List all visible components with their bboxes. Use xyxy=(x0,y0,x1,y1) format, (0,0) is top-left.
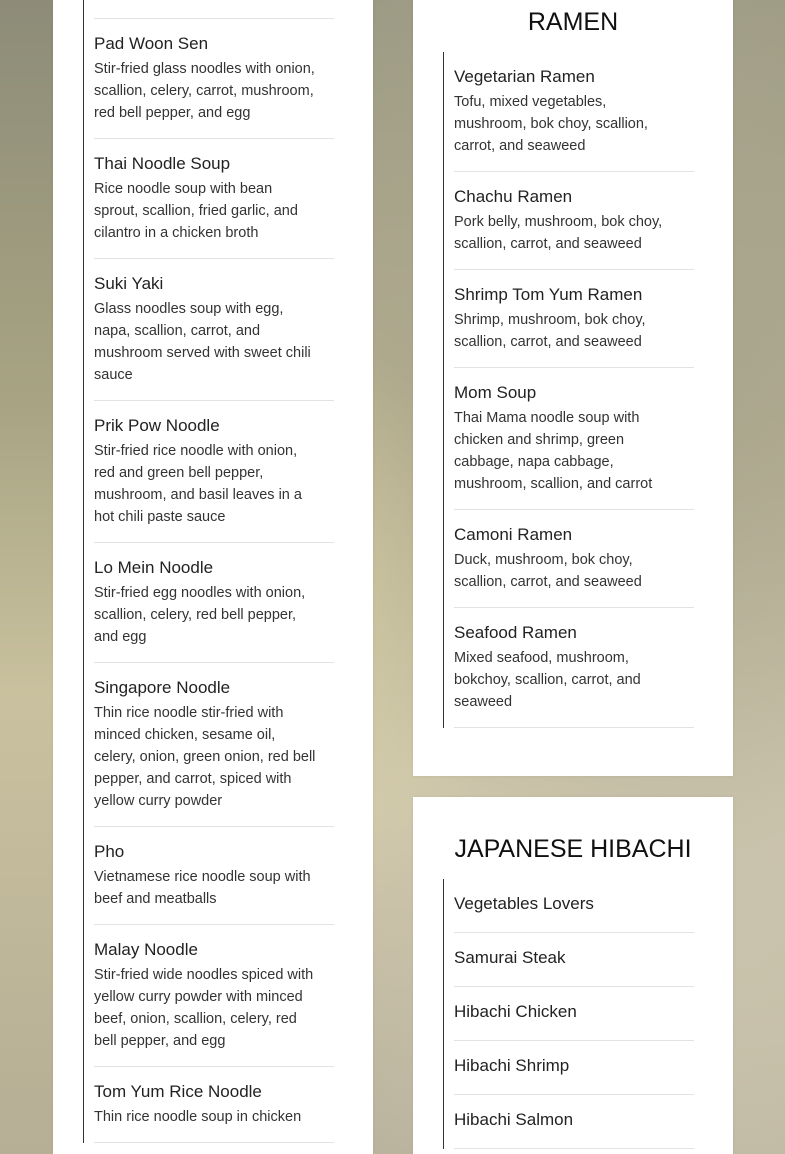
menu-item xyxy=(454,172,694,270)
menu-item xyxy=(94,139,334,259)
menu-item-name: Singapore Noodle xyxy=(94,678,231,697)
menu-item-name: Vegetables Lovers xyxy=(454,894,594,913)
menu-item-description: Glass noodles soup with egg, napa, scallion, carrot, and mushroom served with sweet chili sauce xyxy=(94,301,311,383)
menu-item xyxy=(454,879,694,933)
menu-item-name: Samurai Steak xyxy=(454,948,566,967)
noodles-menu-card xyxy=(53,0,373,1154)
menu-item-name: Vegetarian Ramen xyxy=(454,67,595,86)
menu-item xyxy=(94,925,334,1067)
menu-item-description: Vietnamese rice noodle soup with beef and meatballs xyxy=(94,869,311,907)
menu-item-description: Mixed seafood, mushroom, bokchoy, scallion, carrot, and seaweed xyxy=(454,650,641,710)
menu-item xyxy=(454,368,694,510)
menu-item-description: Thin rice noodle stir-fried with minced chicken, sesame oil, celery, onion, green onion, red bell pepper, and carrot, spiced with yellow curry powder xyxy=(94,705,316,809)
menu-item-description: Stir-fried glass noodles with onion, scallion, celery, carrot, mushroom, red bell pepper, and egg xyxy=(94,61,315,121)
menu-item-name: Chachu Ramen xyxy=(454,187,573,206)
menu-item-name: Shrimp Tom Yum Ramen xyxy=(454,285,643,304)
menu-item-name: Hibachi Salmon xyxy=(454,1110,574,1129)
menu-item-description: Thai Mama noodle soup with chicken and shrimp, green cabbage, napa cabbage, mushroom, scallion, and carrot xyxy=(454,410,653,492)
menu-item-description: Stir-fried egg noodles with onion, scallion, celery, red bell pepper, and egg xyxy=(94,585,306,645)
menu-item xyxy=(94,401,334,543)
menu-item xyxy=(94,1067,334,1143)
menu-item xyxy=(454,1041,694,1095)
menu-item-name: Thai Noodle Soup xyxy=(94,154,231,173)
noodles-item-list xyxy=(83,0,334,1143)
menu-item xyxy=(454,987,694,1041)
section-title: RAMEN xyxy=(527,8,619,36)
menu-item-name: Tom Yum Rice Noodle xyxy=(94,1082,262,1101)
menu-item-name: Lo Mein Noodle xyxy=(94,558,214,577)
menu-item-description: Pork belly, mushroom, bok choy, scallion, carrot, and seaweed xyxy=(454,214,663,252)
menu-item-description: Stir-fried rice noodle with onion, red and green bell pepper, mushroom, and basil leaves in a hot chili paste sauce xyxy=(94,443,302,525)
ramen-item-list xyxy=(443,52,694,728)
menu-item xyxy=(94,543,334,663)
hibachi-item-list xyxy=(443,879,694,1149)
section-title: JAPANESE HIBACHI xyxy=(454,835,692,863)
menu-item xyxy=(454,52,694,172)
menu-item xyxy=(454,510,694,608)
menu-item-description: Rice noodle soup with bean sprout, scallion, fried garlic, and cilantro in a chicken broth xyxy=(94,181,298,241)
menu-item-name: Malay Noodle xyxy=(94,940,198,959)
menu-item-description: Stir-fried wide noodles spiced with yellow curry powder with minced beef, onion, scallion, celery, red bell pepper, and egg xyxy=(94,967,314,1049)
menu-item-description: Duck, mushroom, bok choy, scallion, carrot, and seaweed xyxy=(454,552,642,590)
menu-item-name: Pho xyxy=(94,842,125,861)
background-image xyxy=(0,0,53,1154)
menu-item xyxy=(94,19,334,139)
menu-item-name: Camoni Ramen xyxy=(454,525,573,544)
menu-item-name: Pad Woon Sen xyxy=(94,34,209,53)
menu-item xyxy=(94,663,334,827)
menu-item-name: Seafood Ramen xyxy=(454,623,577,642)
menu-item xyxy=(454,608,694,728)
menu-item-name: Hibachi Chicken xyxy=(454,1002,577,1021)
menu-item-cutoff xyxy=(94,0,334,19)
menu-item-description: Shrimp, mushroom, bok choy, scallion, carrot, and seaweed xyxy=(454,312,646,350)
menu-item xyxy=(94,827,334,925)
menu-item-description: Tofu, mixed vegetables, mushroom, bok choy, scallion, carrot, and seaweed xyxy=(454,94,648,154)
hibachi-menu-card xyxy=(413,797,733,1154)
menu-item-name: Hibachi Shrimp xyxy=(454,1056,570,1075)
menu-item-description: Thin rice noodle soup in chicken xyxy=(94,1109,302,1125)
menu-item xyxy=(94,259,334,401)
menu-item xyxy=(454,270,694,368)
ramen-menu-card xyxy=(413,0,733,776)
menu-item-name: Mom Soup xyxy=(454,383,537,402)
menu-item xyxy=(454,933,694,987)
menu-item-name: Suki Yaki xyxy=(94,274,164,293)
menu-item xyxy=(454,1095,694,1149)
menu-item-name: Prik Pow Noodle xyxy=(94,416,220,435)
